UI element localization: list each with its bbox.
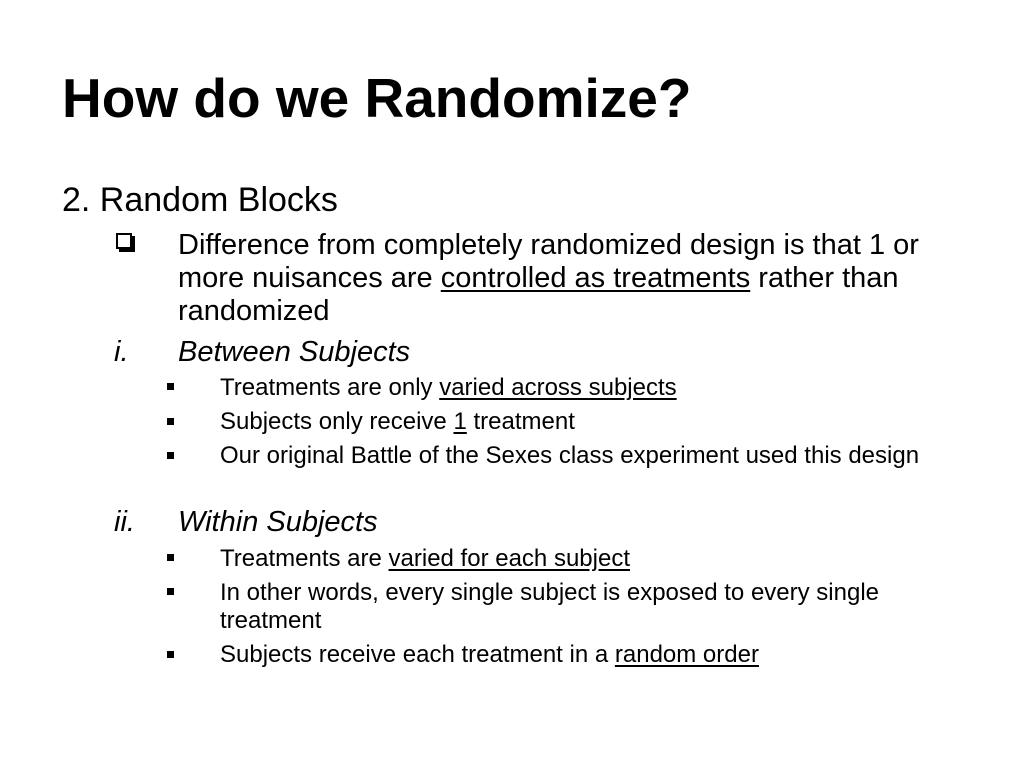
bullet-text: Our original Battle of the Sexes class experiment used this design <box>220 442 920 469</box>
bullet-text: Subjects receive each treatment in a <box>220 641 615 668</box>
numeral-within: ii. <box>114 506 135 538</box>
main-point <box>178 229 958 328</box>
main-point-text: Difference from completely randomized design is that 1 or more nuisances are <box>178 229 919 294</box>
bullet-item <box>220 374 980 402</box>
bullet-text-end: treatment <box>466 408 575 435</box>
bullet-item <box>220 641 980 669</box>
bullet-item <box>220 442 980 470</box>
bullet-text: Treatments are <box>220 545 389 572</box>
checkbox-bullet-icon <box>116 233 132 249</box>
section-heading: 2. Random Blocks <box>62 181 338 219</box>
bullet-item <box>220 408 980 436</box>
main-point-underlined: controlled as treatments <box>440 262 751 294</box>
square-bullet-icon <box>167 554 174 561</box>
bullet-item <box>220 545 980 573</box>
bullet-underlined: varied across subjects <box>439 374 677 401</box>
heading-between-subjects: Between Subjects <box>178 336 411 368</box>
square-bullet-icon <box>167 383 174 390</box>
main-point-text-end: rather than randomized <box>178 262 899 327</box>
square-bullet-icon <box>167 418 174 425</box>
heading-within-subjects: Within Subjects <box>178 506 378 538</box>
bullet-item <box>220 579 980 635</box>
square-bullet-icon <box>167 651 174 658</box>
bullet-underlined: random order <box>614 641 759 668</box>
square-bullet-icon <box>167 452 174 459</box>
square-bullet-icon <box>167 588 174 595</box>
bullet-underlined: 1 <box>453 408 467 435</box>
bullet-text: Subjects only receive <box>220 408 454 435</box>
slide-title: How do we Randomize? <box>62 67 692 129</box>
bullet-underlined: varied for each subject <box>388 545 630 572</box>
numeral-between: i. <box>114 336 129 368</box>
bullet-text: Treatments are only <box>220 374 440 401</box>
bullet-text: In other words, every single subject is exposed to every single treatment <box>220 579 880 634</box>
